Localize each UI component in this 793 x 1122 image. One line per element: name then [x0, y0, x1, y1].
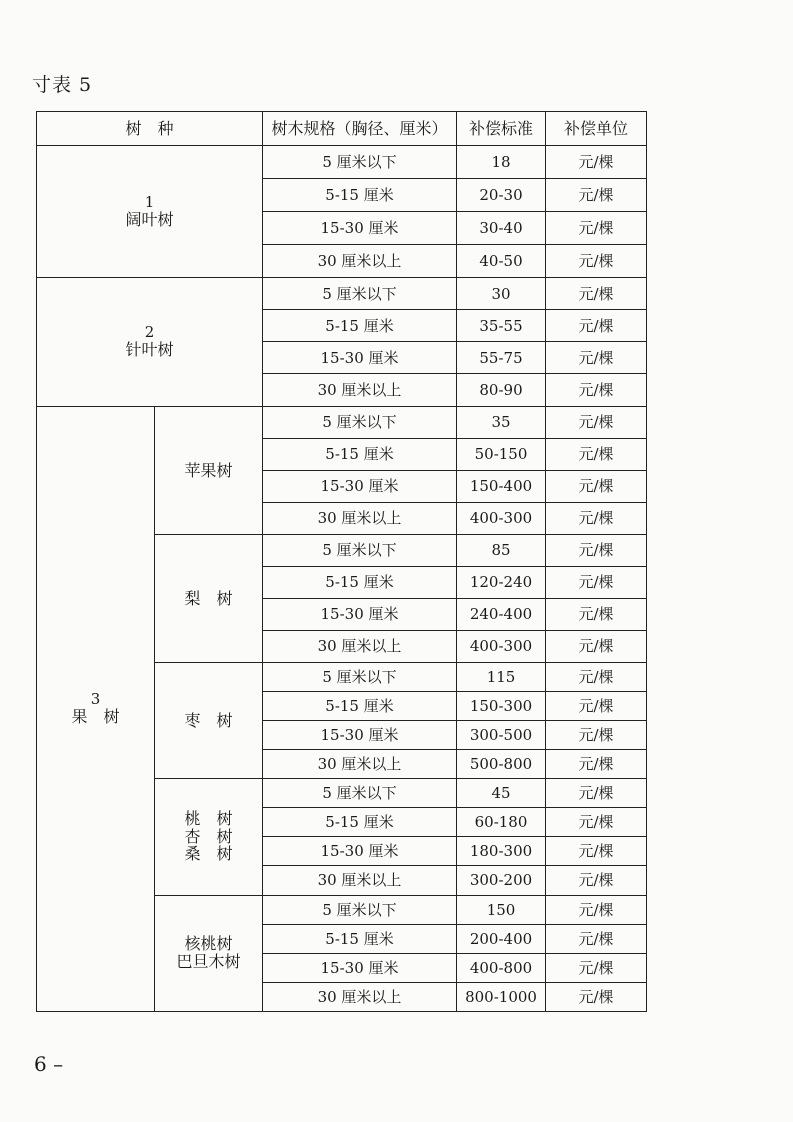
standard-cell: 800-1000	[457, 982, 546, 1011]
spec-cell: 15-30 厘米	[263, 837, 457, 866]
unit-cell: 元/棵	[546, 179, 647, 212]
species-name: 针叶树	[125, 340, 174, 360]
spec-cell: 5 厘米以下	[263, 146, 457, 179]
unit-cell: 元/棵	[546, 342, 647, 374]
unit-cell: 元/棵	[546, 212, 647, 245]
unit-cell: 元/棵	[546, 779, 647, 808]
standard-cell: 400-300	[457, 502, 546, 534]
header-unit: 补偿单位	[546, 112, 647, 146]
unit-cell: 元/棵	[546, 406, 647, 438]
spec-cell: 5-15 厘米	[263, 924, 457, 953]
spec-cell: 30 厘米以上	[263, 982, 457, 1011]
species-number: 1	[144, 192, 155, 211]
spec-cell: 5 厘米以下	[263, 406, 457, 438]
unit-cell: 元/棵	[546, 837, 647, 866]
species-name: 阔叶树	[125, 210, 174, 230]
standard-cell: 240-400	[457, 598, 546, 630]
spec-cell: 5-15 厘米	[263, 438, 457, 470]
spec-cell: 30 厘米以上	[263, 245, 457, 278]
spec-cell: 15-30 厘米	[263, 212, 457, 245]
fruit-subgroup-cell	[155, 895, 263, 1012]
fruit-subgroup-cell	[155, 663, 263, 779]
fruit-subgroup-cell	[155, 534, 263, 662]
fruit-subgroup-cell	[155, 406, 263, 534]
spec-cell: 30 厘米以上	[263, 502, 457, 534]
unit-cell: 元/棵	[546, 721, 647, 750]
unit-cell: 元/棵	[546, 808, 647, 837]
unit-cell: 元/棵	[546, 502, 647, 534]
standard-cell: 150-400	[457, 470, 546, 502]
unit-cell: 元/棵	[546, 598, 647, 630]
spec-cell: 5 厘米以下	[263, 534, 457, 566]
table-row	[37, 278, 647, 310]
standard-cell: 30-40	[457, 212, 546, 245]
unit-cell: 元/棵	[546, 924, 647, 953]
spec-cell: 5-15 厘米	[263, 179, 457, 212]
standard-cell: 35-55	[457, 310, 546, 342]
standard-cell: 200-400	[457, 924, 546, 953]
spec-cell: 30 厘米以上	[263, 374, 457, 406]
table-row	[37, 146, 647, 179]
subgroup-name: 桑 树	[184, 844, 233, 864]
spec-cell: 30 厘米以上	[263, 750, 457, 779]
standard-cell: 300-200	[457, 866, 546, 895]
standard-cell: 150-300	[457, 692, 546, 721]
species-group-cell	[37, 278, 263, 406]
standard-cell: 18	[457, 146, 546, 179]
header-species: 树 种	[37, 112, 263, 146]
standard-cell: 115	[457, 663, 546, 692]
standard-cell: 85	[457, 534, 546, 566]
unit-cell: 元/棵	[546, 245, 647, 278]
subgroup-name: 苹果树	[184, 460, 233, 480]
standard-cell: 20-30	[457, 179, 546, 212]
unit-cell: 元/棵	[546, 692, 647, 721]
spec-cell: 15-30 厘米	[263, 598, 457, 630]
unit-cell: 元/棵	[546, 146, 647, 179]
unit-cell: 元/棵	[546, 470, 647, 502]
spec-cell: 5-15 厘米	[263, 566, 457, 598]
standard-cell: 45	[457, 779, 546, 808]
standard-cell: 80-90	[457, 374, 546, 406]
spec-cell: 15-30 厘米	[263, 953, 457, 982]
unit-cell: 元/棵	[546, 278, 647, 310]
unit-cell: 元/棵	[546, 663, 647, 692]
standard-cell: 30	[457, 278, 546, 310]
table-header-row	[37, 112, 647, 146]
species-name: 果 树	[71, 707, 120, 727]
spec-cell: 15-30 厘米	[263, 721, 457, 750]
table-body	[37, 146, 647, 1012]
unit-cell: 元/棵	[546, 630, 647, 662]
subgroup-name: 巴旦木树	[176, 951, 241, 971]
unit-cell: 元/棵	[546, 895, 647, 924]
spec-cell: 5 厘米以下	[263, 895, 457, 924]
spec-cell: 5-15 厘米	[263, 692, 457, 721]
species-number: 3	[90, 689, 101, 708]
spec-cell: 5 厘米以下	[263, 663, 457, 692]
header-spec: 树木规格（胸径、厘米）	[263, 112, 457, 146]
unit-cell: 元/棵	[546, 982, 647, 1011]
unit-cell: 元/棵	[546, 438, 647, 470]
standard-cell: 50-150	[457, 438, 546, 470]
page-header-label: 寸表 5	[32, 74, 93, 96]
unit-cell: 元/棵	[546, 953, 647, 982]
spec-cell: 5 厘米以下	[263, 278, 457, 310]
subgroup-name: 桃 树	[184, 809, 233, 829]
fruit-subgroup-cell	[155, 779, 263, 895]
species-number: 2	[144, 323, 155, 342]
page-number: 6 –	[34, 1052, 64, 1076]
standard-cell: 400-800	[457, 953, 546, 982]
subgroup-name: 核桃树	[184, 934, 233, 954]
spec-cell: 5-15 厘米	[263, 310, 457, 342]
unit-cell: 元/棵	[546, 534, 647, 566]
spec-cell: 30 厘米以上	[263, 630, 457, 662]
spec-cell: 15-30 厘米	[263, 342, 457, 374]
spec-cell: 30 厘米以上	[263, 866, 457, 895]
spec-cell: 15-30 厘米	[263, 470, 457, 502]
standard-cell: 500-800	[457, 750, 546, 779]
table-row	[37, 406, 647, 438]
subgroup-name: 杏 树	[184, 826, 233, 846]
standard-cell: 180-300	[457, 837, 546, 866]
standard-cell: 55-75	[457, 342, 546, 374]
standard-cell: 60-180	[457, 808, 546, 837]
subgroup-name: 梨 树	[184, 588, 233, 608]
subgroup-name: 枣 树	[184, 711, 233, 731]
standard-cell: 150	[457, 895, 546, 924]
unit-cell: 元/棵	[546, 310, 647, 342]
standard-cell: 400-300	[457, 630, 546, 662]
standard-cell: 300-500	[457, 721, 546, 750]
standard-cell: 120-240	[457, 566, 546, 598]
species-group-cell	[37, 146, 263, 278]
spec-cell: 5 厘米以下	[263, 779, 457, 808]
header-standard: 补偿标准	[457, 112, 546, 146]
species-group-cell	[37, 406, 155, 1012]
compensation-table	[36, 111, 647, 1012]
unit-cell: 元/棵	[546, 566, 647, 598]
unit-cell: 元/棵	[546, 374, 647, 406]
standard-cell: 35	[457, 406, 546, 438]
unit-cell: 元/棵	[546, 866, 647, 895]
unit-cell: 元/棵	[546, 750, 647, 779]
standard-cell: 40-50	[457, 245, 546, 278]
spec-cell: 5-15 厘米	[263, 808, 457, 837]
